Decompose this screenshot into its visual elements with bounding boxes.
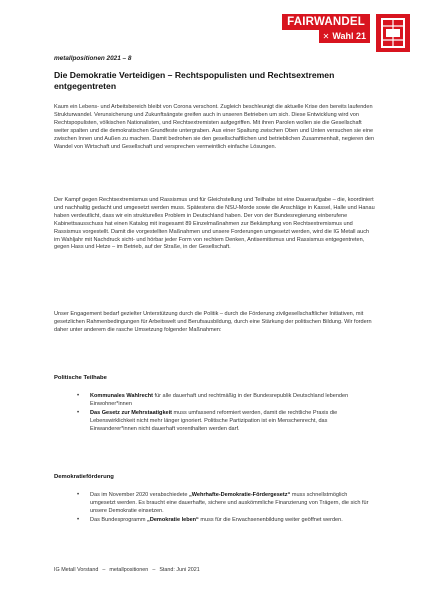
wahl-label: Wahl 21 <box>332 31 366 41</box>
cross-mark-icon: ✕ <box>322 32 330 41</box>
item-bold: „Wehrhafte-Demokratie-Fördergesetz“ <box>188 492 291 498</box>
item-bold: Das Gesetz zur Mehrstaatigkeit <box>90 410 172 417</box>
item-pre: Das im November 2020 verabschiedete <box>90 492 189 498</box>
item-bold: „Demokratie leben“ <box>147 517 199 524</box>
footer-separator: – <box>102 567 106 573</box>
bullet-icon: • <box>77 410 80 417</box>
item-bold: Kommunales Wahlrecht <box>90 393 153 399</box>
bullet-list-teilhabe <box>54 393 374 436</box>
page-footer <box>54 567 200 573</box>
igmetall-logo-graphic <box>376 14 410 52</box>
paragraph-intro: Kaum ein Lebens- und Arbeitsbereich bleibt von Corona verschont. Zugleich beschleunigt die aktuelle Krise den bereits laufenden Strukturwandel. Verunsicherung und Zukunftsängste greifen auch in unseren Betrieben um sich. Diese Entwicklung wird von Rechtspopulisten, völkischen Nationalisten, und Rechtsextremisten aufgegriffen. Mit ihren Parolen wollen sie die Gesellschaft weiter spalten und die demokratischen Grundfeste untergraben. Aus einer Spaltung zwischen Oben und Unten versuchen sie eine zwischen Innen und Außen zu machen. Damit bedrohen sie den gesellschaftlichen und betrieblichen Zusammenhalt, negieren den Wandel von Wirtschaft und Gesellschaft und versprechen vermeintlich einfache Lösungen. <box>54 104 375 150</box>
bullet-icon: • <box>77 517 80 524</box>
fairwandel-logo <box>282 14 370 43</box>
footer-status: Stand: Juni 2021 <box>159 567 200 573</box>
footer-separator: – <box>152 567 156 573</box>
section-heading-teilhabe: Politische Teilhabe <box>54 375 107 381</box>
item-pre: Das Bundesprogramm <box>90 517 148 524</box>
list-item <box>54 410 374 434</box>
bullet-icon: • <box>77 393 80 399</box>
item-text: muss schnellstmöglich umgesetzt werden. Es braucht eine dauerhafte, sichere und auskömmliche Finanzierung von Trägern, die sich für unsere Demokratie einsetzen. <box>90 492 369 514</box>
paragraph-struggle: Der Kampf gegen Rechtsextremismus und Rassismus und für Gleichstellung und Teilhabe ist eine Daueraufgabe – die, koordiniert und nachhaltig gedacht und umgesetzt werden muss. Spätestens die NSU-Morde sowie die Anschläge in Kassel, Halle und Hanau haben verdeutlicht, dass wir ein strukturelles Problem in Deutschland haben. Der von der Bundesregierung einberufene Kabinettsausschuss hat einen Katalog mit insgesamt 89 Einzelmaßnahmen zur Bekämpfung von Rechtsextremismus und Rassismus vorgestellt. Damit die vorgestellten Maßnahmen und unsere Forderungen umgesetzt werden, wird die IG Metall auch im Wahljahr mit Nachdruck sicht- und hörbar jeder Form von rechtem Denken, Antisemitismus und Rassismus entgegentreten, gegen Hass und Hetze – im Betrieb, auf der Straße, in der Gesellschaft. <box>54 197 375 251</box>
wahl-badge <box>319 30 370 43</box>
igmetall-logo-icon <box>376 14 410 52</box>
item-text: muss umfassend reformiert werden, damit die rechtliche Praxis die Lebenswirklichkeit nicht mehr länger ignoriert. Politische Partizipation ist ein Menschenrecht, das Einwanderer*innen nicht dauerhaft vorenthalten werden darf. <box>90 410 338 433</box>
section-heading-demokratie: Demokratieförderung <box>54 474 114 480</box>
fairwandel-wordmark: FAIRWANDEL <box>282 14 370 30</box>
item-text: für alle dauerhaft und rechtmäßig in der Bundesrepublik Deutschland lebenden Einwohner*innen <box>90 393 349 407</box>
document-title: Die Demokratie Verteidigen – Rechtspopulisten und Rechtsextremen entgegentreten <box>54 70 335 92</box>
paragraph-demands: Unser Engagement bedarf gezielter Unterstützung durch die Politik – durch die Förderung zivilgesellschaftlicher Initiativen, mit gesetzlichen Rahmenbedingungen für Arbeitswelt und Berufsausbildung, durch eine Stärkung der politischen Bildung. Wir fordern daher unter anderem die rasche Umsetzung folgender Maßnahmen: <box>54 311 372 333</box>
footer-series: metallpositionen <box>109 567 149 573</box>
bullet-list-demokratie <box>54 492 374 527</box>
bullet-icon: • <box>77 492 80 498</box>
list-item <box>54 492 374 516</box>
header-logos <box>282 14 410 54</box>
series-label: metallpositionen 2021 – 8 <box>54 55 132 62</box>
list-item <box>54 517 374 525</box>
item-text: muss für die Erwachsenenbildung weiter geöffnet werden. <box>198 517 343 524</box>
list-item <box>54 393 374 409</box>
footer-org: IG Metall Vorstand <box>54 567 99 573</box>
